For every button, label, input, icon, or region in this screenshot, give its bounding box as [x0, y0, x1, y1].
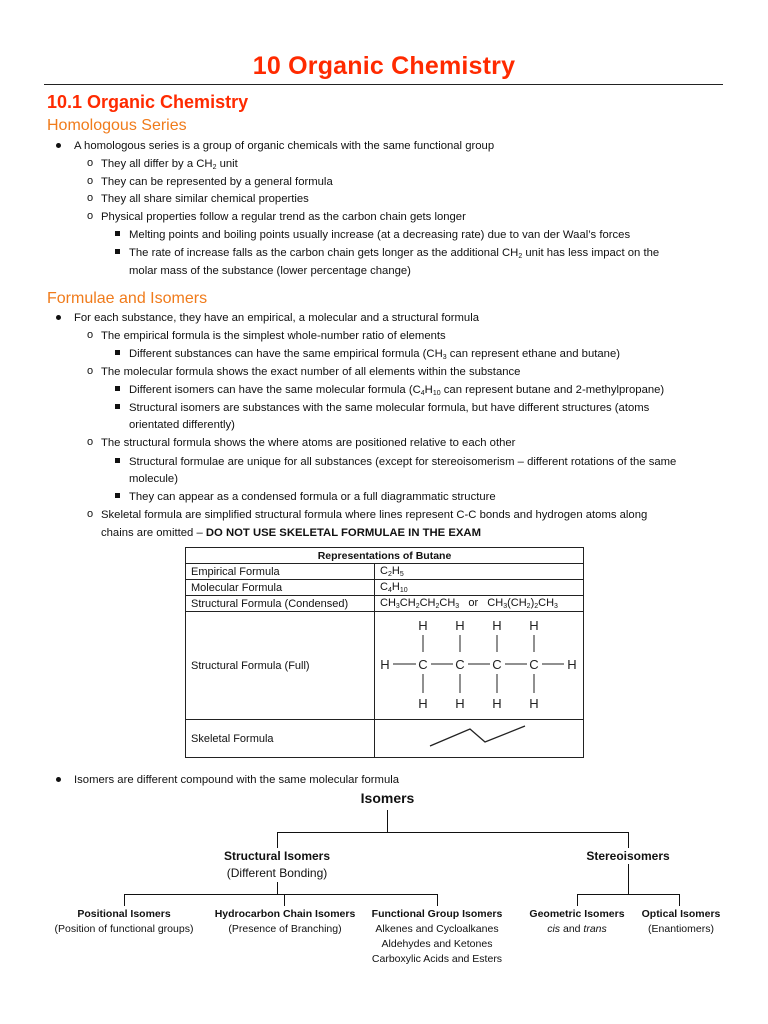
formulae-molecular-sub-1: Different isomers can have the same molecular formula ($C_4H_{10}$ can represent butane and 2-methylpropane) — [129, 384, 665, 397]
homologous-point-4: Physical properties follow a regular trend as the carbon chain gets longer — [101, 211, 466, 223]
skeletal-label: Skeletal Formula — [186, 720, 375, 758]
exam-warning: DO NOT USE SKELETAL FORMULAE IN THE EXAM — [205, 527, 481, 539]
tree-connector — [577, 894, 578, 906]
butane-skeletal-diagram — [375, 720, 583, 754]
tree-functional-group-isomers: Functional Group Isomers — [371, 908, 503, 920]
svg-text:H: H — [455, 618, 465, 633]
homologous-subpoint-2: The rate of increase falls as the carbon chain gets longer as the additional $CH_2$ unit has less impact on the — [129, 247, 660, 260]
tree-connector — [277, 832, 628, 833]
formulae-molecular-sub-2: Structural isomers are substances with the same molecular formula, but have different structures (atoms — [129, 402, 650, 414]
svg-text:H: H — [455, 696, 465, 711]
heading-homologous-series: Homologous Series — [47, 117, 187, 134]
isomers-intro: Isomers are different compound with the same molecular formula — [74, 774, 400, 786]
full-structure — [375, 612, 584, 720]
bullet-icon — [56, 777, 61, 782]
svg-text:C: C — [529, 657, 539, 672]
circle-bullet-icon: o — [87, 157, 94, 169]
homologous-point-2: They can be represented by a general formula — [101, 176, 333, 188]
svg-text:C: C — [418, 657, 428, 672]
formulae-empirical: The empirical formula is the simplest whole-number ratio of elements — [101, 330, 446, 342]
tree-connector — [284, 894, 285, 906]
circle-bullet-icon: o — [87, 329, 94, 341]
formulae-structural-sub-1-cont: molecule) — [129, 473, 178, 485]
tree-functional-sub-1: Alkenes and Cycloalkanes — [375, 923, 499, 935]
full-label: Structural Formula (Full) — [186, 612, 375, 720]
tree-connector — [628, 832, 629, 848]
square-bullet-icon — [115, 458, 120, 463]
butane-representations-table — [185, 547, 584, 758]
tree-functional-sub-2: Aldehydes and Ketones — [381, 938, 493, 950]
formulae-skeletal-cont: chains are omitted – DO NOT USE SKELETAL FORMULAE IN THE EXAM — [101, 527, 481, 539]
circle-bullet-icon: o — [87, 365, 94, 377]
tree-hydrocarbon-chain-isomers: Hydrocarbon Chain Isomers — [214, 908, 356, 920]
square-bullet-icon — [115, 350, 120, 355]
tree-stereoisomers: Stereoisomers — [586, 849, 670, 863]
homologous-point-1: They all differ by a $CH_2$ unit — [101, 158, 238, 171]
tree-structural-sub: (Different Bonding) — [226, 866, 328, 880]
tree-connector — [387, 810, 388, 832]
tree-functional-sub-3: Carboxylic Acids and Esters — [371, 953, 503, 965]
square-bullet-icon — [115, 404, 120, 409]
empirical-label: Empirical Formula — [186, 564, 375, 580]
circle-bullet-icon: o — [87, 175, 94, 187]
skeletal-structure — [375, 720, 584, 758]
tree-connector — [124, 894, 437, 895]
svg-text:C: C — [455, 657, 465, 672]
svg-text:H: H — [380, 657, 390, 672]
homologous-intro: A homologous series is a group of organic chemicals with the same functional group — [74, 140, 495, 152]
tree-connector — [277, 832, 278, 848]
svg-text:H: H — [529, 696, 539, 711]
title-divider — [44, 84, 723, 85]
butane-full-structure-diagram — [375, 612, 583, 716]
svg-text:H: H — [492, 696, 502, 711]
square-bullet-icon — [115, 249, 120, 254]
tree-connector — [124, 894, 125, 906]
formulae-empirical-sub: Different substances can have the same empirical formula ($CH_3$ can represent ethane and butane) — [129, 348, 620, 361]
tree-structural-isomers: Structural Isomers — [223, 849, 331, 863]
formulae-intro: For each substance, they have an empirical, a molecular and a structural formula — [74, 312, 480, 324]
tree-root-isomers: Isomers — [360, 790, 415, 806]
table-header: Representations of Butane — [186, 548, 584, 564]
formulae-molecular-sub-2-cont: orientated differently) — [129, 419, 235, 431]
formulae-structural-sub-1: Structural formulae are unique for all substances (except for stereoisomerism – different rotations of the same — [129, 456, 677, 468]
tree-positional-isomers: Positional Isomers — [77, 908, 171, 920]
tree-geometric-isomers: Geometric Isomers — [529, 908, 625, 920]
page-title: 10 Organic Chemistry — [252, 52, 516, 80]
bullet-icon — [56, 315, 61, 320]
formulae-skeletal: Skeletal formula are simplified structural formula where lines represent C-C bonds and hydrogen atoms along — [101, 509, 648, 521]
svg-text:C: C — [492, 657, 502, 672]
svg-text:H: H — [418, 696, 428, 711]
square-bullet-icon — [115, 386, 120, 391]
tree-connector — [679, 894, 680, 906]
tree-connector — [437, 894, 438, 906]
tree-connector — [277, 882, 278, 894]
circle-bullet-icon: o — [87, 192, 94, 204]
tree-connector — [628, 864, 629, 894]
tree-optical-isomers: Optical Isomers — [641, 908, 721, 920]
condensed-value: $CH_3CH_2CH_2CH_3$ or $CH_3(CH_2)_2CH_3$ — [375, 596, 584, 612]
molecular-label: Molecular Formula — [186, 580, 375, 596]
empirical-value: $C_2H_5$ — [375, 564, 584, 580]
square-bullet-icon — [115, 231, 120, 236]
tree-optical-sub: (Enantiomers) — [648, 923, 714, 935]
tree-hydrocarbon-sub: (Presence of Branching) — [228, 923, 342, 935]
svg-text:H: H — [567, 657, 577, 672]
tree-connector — [577, 894, 679, 895]
svg-text:H: H — [418, 618, 428, 633]
svg-text:H: H — [492, 618, 502, 633]
homologous-point-3: They all share similar chemical properties — [101, 193, 309, 205]
tree-geometric-sub: cis and trans — [547, 923, 607, 935]
circle-bullet-icon: o — [87, 436, 94, 448]
square-bullet-icon — [115, 493, 120, 498]
homologous-subpoint-1: Melting points and boiling points usually increase (at a decreasing rate) due to van der Waal’s forces — [129, 229, 631, 241]
tree-positional-sub: (Position of functional groups) — [54, 923, 194, 935]
circle-bullet-icon: o — [87, 508, 94, 520]
homologous-subpoint-2-cont: molar mass of the substance (lower percentage change) — [129, 265, 411, 277]
molecular-value: $C_4H_{10}$ — [375, 580, 584, 596]
svg-text:H: H — [529, 618, 539, 633]
heading-formulae-isomers: Formulae and Isomers — [47, 290, 208, 307]
condensed-label: Structural Formula (Condensed) — [186, 596, 375, 612]
formulae-molecular: The molecular formula shows the exact number of all elements within the substance — [101, 366, 521, 378]
formulae-structural: The structural formula shows the where atoms are positioned relative to each other — [101, 437, 516, 449]
circle-bullet-icon: o — [87, 210, 94, 222]
bullet-icon — [56, 143, 61, 148]
section-title: 10.1 Organic Chemistry — [47, 92, 249, 112]
formulae-structural-sub-2: They can appear as a condensed formula or a full diagrammatic structure — [129, 491, 496, 503]
